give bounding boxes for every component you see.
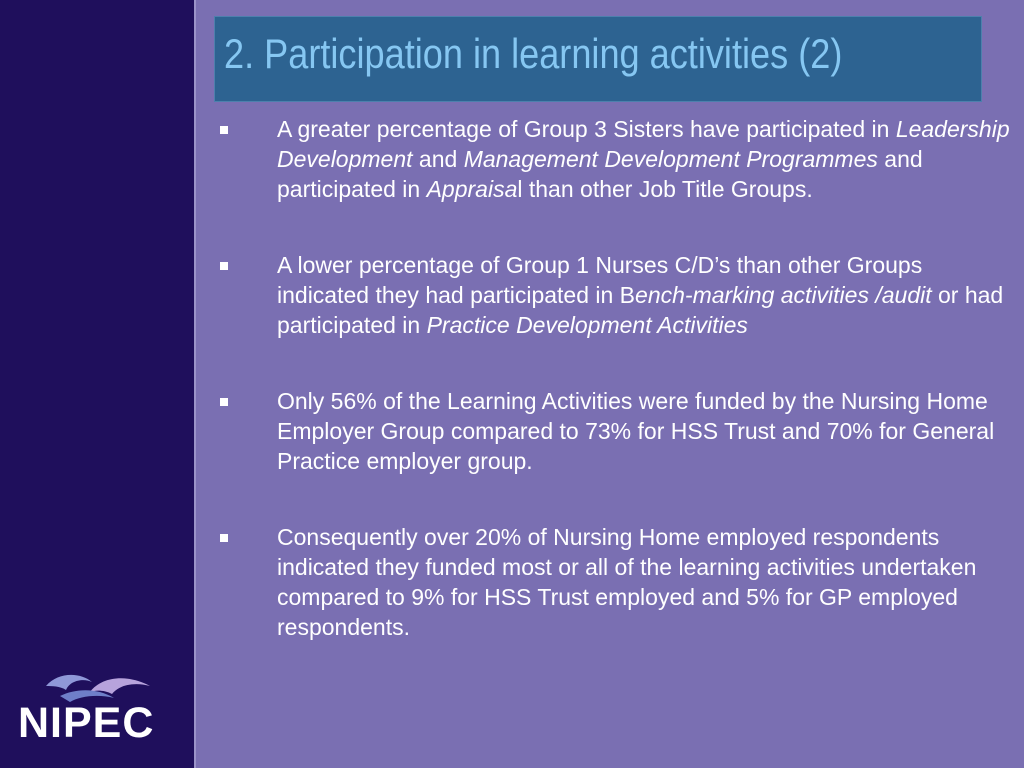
bullet-text-4: Consequently over 20% of Nursing Home employed respondents indicated they funded most or all of the learning activities undertaken compared to 9% for HSS Trust employed and 5% for GP employed respondents. (277, 524, 977, 640)
italic-run: Practice Development Activities (426, 312, 748, 338)
text-run: and (412, 146, 464, 172)
text-run: or had participated in (277, 282, 1004, 338)
bullet-item-2 (216, 250, 1016, 340)
bullet-item-1 (216, 114, 1016, 204)
text-run: and participated in (277, 146, 923, 202)
square-bullet-icon (220, 534, 228, 542)
bullet-text-2 (277, 250, 1016, 340)
title-bar (214, 16, 982, 102)
square-bullet-icon (220, 126, 228, 134)
text-run: A greater percentage of Group 3 Sisters have participated in (277, 116, 896, 142)
bullet-item-3 (216, 386, 1016, 476)
nipec-logo (10, 658, 186, 758)
bullet-text-1 (277, 114, 1016, 204)
square-bullet-icon (220, 398, 228, 406)
italic-run: Appraisa (426, 176, 518, 202)
text-run: A lower percentage of Group 1 Nurses C/D’s than other Groups indicated they had participated in B (277, 252, 923, 308)
bullet-list (216, 114, 1016, 688)
italic-run: Leadership Development (277, 116, 1010, 172)
text-run: l than other Job Title Groups. (517, 176, 813, 202)
bullet-item-4 (216, 522, 1016, 642)
logo-wordmark: NIPEC (18, 699, 155, 747)
bullet-text-3: Only 56% of the Learning Activities were funded by the Nursing Home Employer Group compared to 73% for HSS Trust and 70% for General Practice employer group. (277, 388, 995, 474)
italic-run: Management Development Programmes (463, 146, 878, 172)
italic-run: ench-marking activities /audit (635, 282, 932, 308)
slide-title: 2. Participation in learning activities (2) (224, 30, 843, 77)
square-bullet-icon (220, 262, 228, 270)
left-sidebar-panel (0, 0, 196, 768)
